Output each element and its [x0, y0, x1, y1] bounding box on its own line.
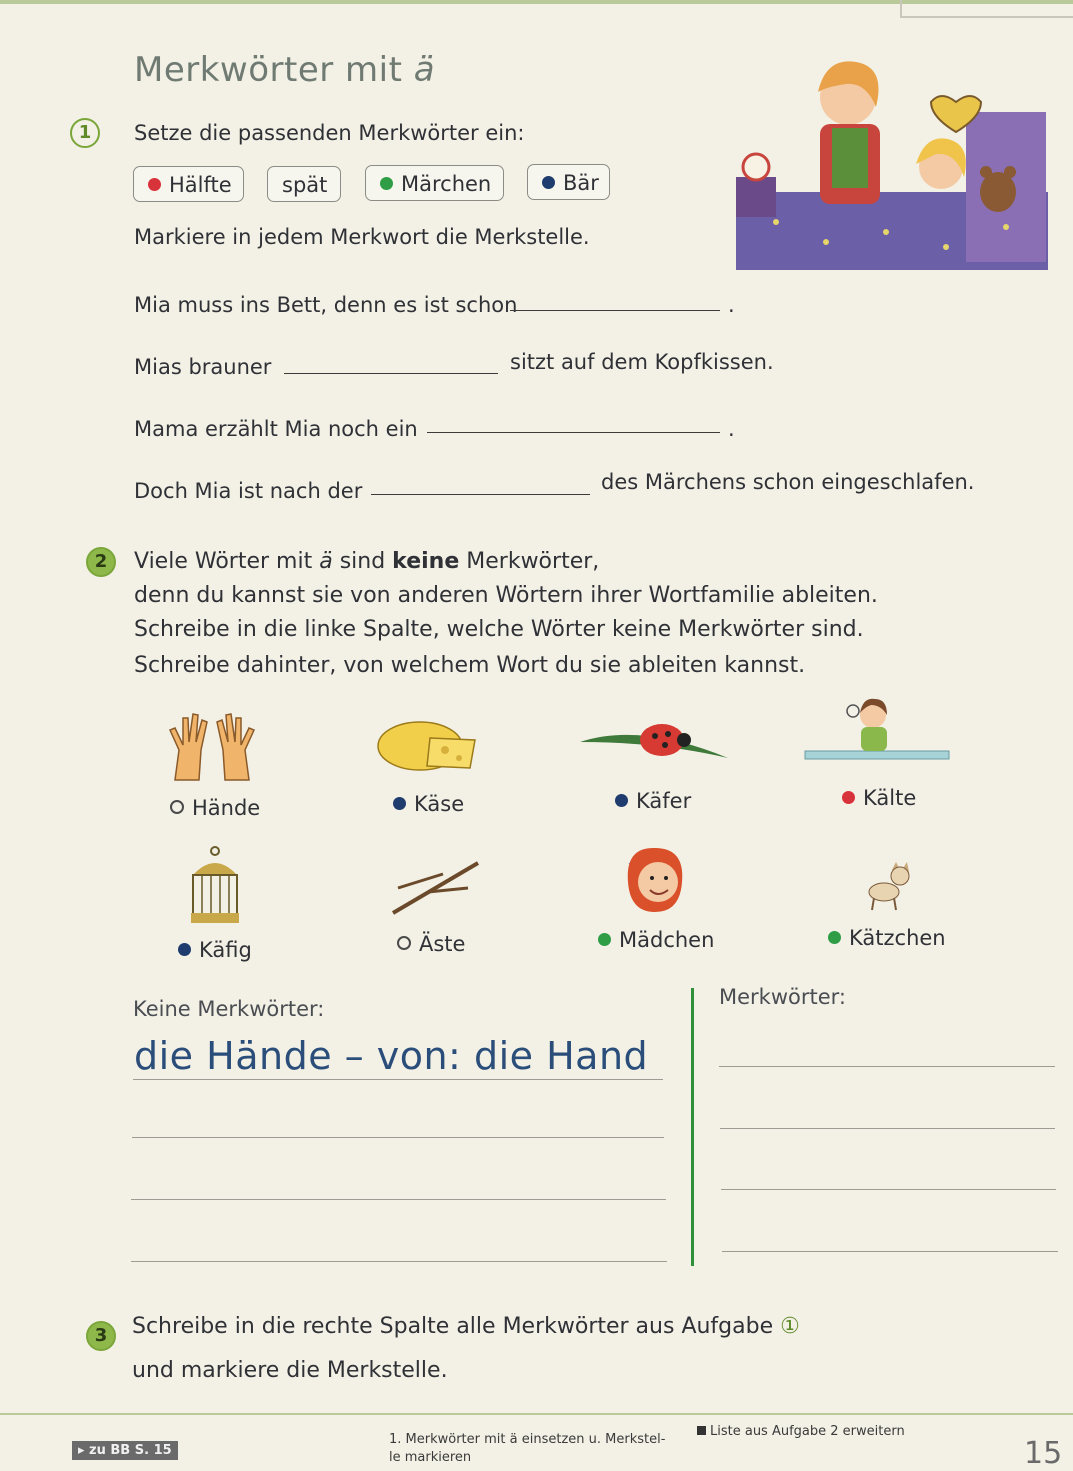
page-number: 15	[1024, 1436, 1063, 1471]
chip-label: spät	[282, 173, 328, 197]
word-label: Kälte	[863, 786, 917, 810]
word-label: Hände	[192, 796, 261, 820]
chip-label: Hälfte	[169, 173, 232, 197]
chip-label: Bär	[563, 171, 599, 195]
word-haende	[170, 796, 260, 820]
word-chip-maerchen	[365, 165, 504, 201]
red-dot-icon	[148, 178, 161, 191]
word-label: Käse	[414, 792, 465, 816]
left-line-1[interactable]	[133, 1079, 663, 1080]
title-letter: ä	[413, 50, 436, 90]
corner-line	[900, 16, 1073, 18]
blue-dot-icon	[393, 797, 406, 810]
beetle-picture	[580, 712, 730, 767]
right-line-2[interactable]	[720, 1128, 1055, 1129]
task2-line3: Schreibe in die linke Spalte, welche Wörter keine Merkwörter sind.	[134, 617, 864, 642]
red-dot-icon	[842, 791, 855, 804]
task2-line4: Schreibe dahinter, von welchem Wort du sie ableiten kannst.	[134, 653, 806, 678]
word-label: Kätzchen	[849, 926, 946, 950]
corner-line-vertical	[900, 0, 902, 18]
task3-number: 3	[86, 1321, 116, 1351]
cold-girl-picture	[805, 693, 951, 765]
chip-label: Märchen	[401, 172, 492, 196]
hollow-dot-icon	[170, 800, 184, 814]
branches-picture	[388, 858, 483, 916]
sentence-2-start: Mias brauner	[134, 355, 272, 379]
word-kaetzchen	[828, 926, 946, 950]
task2-line1-mid: sind	[339, 549, 386, 574]
sentence-3-start: Mama erzählt Mia noch ein	[134, 417, 418, 441]
green-dot-icon	[598, 933, 611, 946]
cage-picture	[188, 845, 242, 925]
sentence-2-blank[interactable]	[284, 373, 498, 374]
word-label: Käfer	[636, 789, 692, 813]
task3-line2: und markiere die Merkstelle.	[132, 1358, 448, 1383]
footer-note-2	[697, 1424, 905, 1439]
right-line-3[interactable]	[721, 1189, 1056, 1190]
word-label: Mädchen	[619, 928, 715, 952]
task2-line1-bold: keine	[392, 549, 460, 574]
word-chip-spaet	[267, 166, 341, 202]
left-line-4[interactable]	[131, 1261, 667, 1262]
word-kaese	[393, 792, 464, 816]
word-maedchen	[598, 928, 714, 952]
word-kaelte	[842, 786, 916, 810]
sentence-1-start: Mia muss ins Bett, denn es ist schon	[134, 293, 518, 317]
left-column-header: Keine Merkwörter:	[133, 997, 325, 1021]
bedtime-illustration	[736, 52, 1048, 270]
sentence-4-end: des Märchens schon eingeschlafen.	[601, 470, 975, 494]
task3-line1	[132, 1314, 800, 1339]
word-chip-haelfte	[133, 166, 244, 202]
left-line-2[interactable]	[132, 1137, 664, 1138]
page-title	[134, 50, 435, 90]
sentence-3-end: .	[728, 417, 735, 441]
girl-picture	[620, 842, 690, 920]
blue-dot-icon	[178, 943, 191, 956]
kitten-picture	[862, 862, 912, 912]
word-label: Äste	[419, 932, 466, 956]
title-text: Merkwörter mit	[134, 50, 403, 90]
sentence-3-blank[interactable]	[427, 432, 720, 433]
word-label: Käfig	[199, 938, 252, 962]
right-line-4[interactable]	[722, 1251, 1058, 1252]
sentence-2-end: sitzt auf dem Kopfkissen.	[510, 350, 774, 374]
blue-dot-icon	[615, 794, 628, 807]
sentence-1-end: .	[728, 293, 735, 317]
hands-picture	[165, 710, 265, 782]
handwritten-answer: die Hände – von: die Hand	[134, 1034, 649, 1078]
task3-line1-text: Schreibe in die rechte Spalte alle Merkwörter aus Aufgabe	[132, 1314, 774, 1339]
task2-line2: denn du kannst sie von anderen Wörtern ihrer Wortfamilie ableiten.	[134, 583, 878, 608]
left-line-3[interactable]	[131, 1199, 666, 1200]
footer-note-2-text: Liste aus Aufgabe 2 erweitern	[710, 1424, 905, 1439]
green-dot-icon	[828, 931, 841, 944]
book-reference: ▸ zu BB S. 15	[72, 1441, 178, 1460]
green-dot-icon	[380, 177, 393, 190]
footer-note-1b: le markieren	[389, 1450, 472, 1465]
sentence-4-blank[interactable]	[371, 494, 590, 495]
sentence-1-blank[interactable]	[510, 310, 720, 311]
right-column-header: Merkwörter:	[719, 985, 846, 1009]
word-kaefig	[178, 938, 252, 962]
task2-number: 2	[86, 547, 116, 577]
task3-ref: ①	[780, 1314, 800, 1339]
task2-line1-letter: ä	[319, 549, 333, 574]
word-kaefer	[615, 789, 691, 813]
cheese-picture	[375, 718, 477, 774]
footer-line	[0, 1413, 1073, 1415]
sentence-4-start: Doch Mia ist nach der	[134, 479, 363, 503]
task2-line1-start: Viele Wörter mit	[134, 549, 313, 574]
right-line-1[interactable]	[719, 1066, 1055, 1067]
hollow-dot-icon	[397, 936, 411, 950]
column-divider	[691, 988, 694, 1266]
task1-mark-instruction: Markiere in jedem Merkwort die Merkstelle.	[134, 225, 590, 249]
top-border	[0, 0, 1073, 4]
square-icon	[697, 1426, 706, 1435]
blue-dot-icon	[542, 176, 555, 189]
task2-line1	[134, 549, 599, 574]
task2-line1-end: Merkwörter,	[466, 549, 600, 574]
task1-instruction: Setze die passenden Merkwörter ein:	[134, 121, 525, 145]
task1-number: 1	[70, 118, 100, 148]
word-chip-baer	[527, 164, 610, 200]
word-aeste	[397, 932, 465, 956]
footer-note-1a: 1. Merkwörter mit ä einsetzen u. Merkstel-	[389, 1432, 666, 1447]
